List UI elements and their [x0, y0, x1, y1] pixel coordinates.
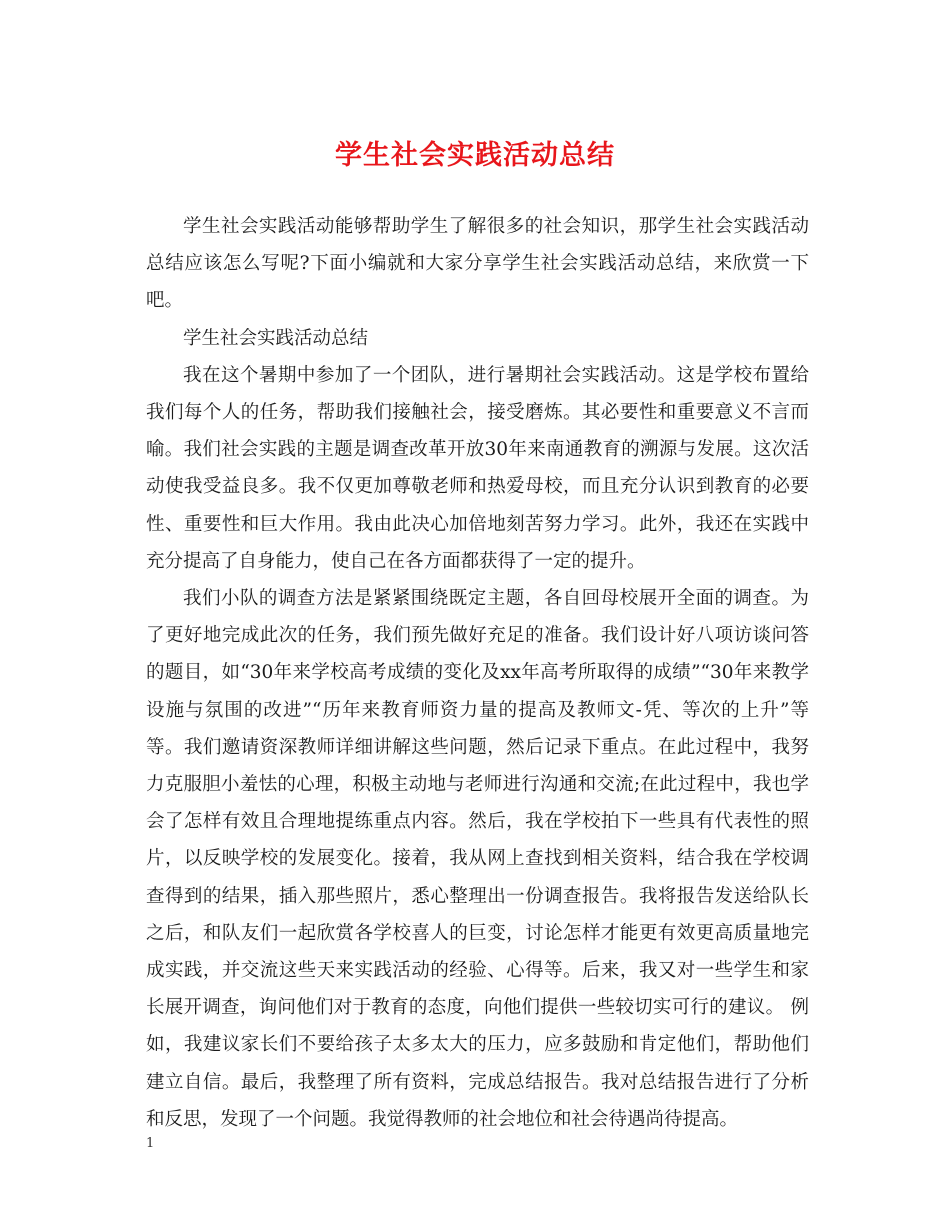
- section-heading: 学生社会实践活动总结: [183, 327, 369, 349]
- page-number: 1: [146, 1136, 155, 1151]
- body-paragraph-2: 我们小队的调查方法是紧紧围绕既定主题，各自回母校展开全面的调查。为了更好地完成此次的任务，我们预先做好充足的准备。我们设计好八项访谈问答的题目，如“30年来学校高考成绩的变化及xx年高考所取得的成绩”“30年来教学设施与氛围的改进”“历年来教育师资力量的提高及教师文-凭、等次的上升”等等。我们邀请资深教师详细讲解这些问题，然后记录下重点。在此过程中，我努力克服胆小羞怯的心理，积极主动地与老师进行沟通和交流;在此过程中，我也学会了怎样有效且合理地提练重点内容。然后，我在学校拍下一些具有代表性的照片，以反映学校的发展变化。接着，我从网上查找到相关资料，结合我在学校调查得到的结果，插入那些照片，悉心整理出一份调查报告。我将报告发送给队长之后，和队友们一起欣赏各学校喜人的巨变，讨论怎样才能更有效更高质量地完成实践，并交流这些天来实践活动的经验、心得等。后来，我又对一些学生和家长展开调查，询问他们对于教育的态度，向他们提供一些较切实可行的建议。 例如，我建议家长们不要给孩子太多太大的压力，应多鼓励和肯定他们，帮助他们建立自信。最后，我整理了所有资料，完成总结报告。我对总结报告进行了分析和反思，发现了一个问题。我觉得教师的社会地位和社会待遇尚待提高。: [146, 588, 809, 1130]
- document-title: 学生社会实践活动总结: [335, 140, 615, 171]
- body-paragraph-1: 我在这个暑期中参加了一个团队，进行暑期社会实践活动。这是学校布置给我们每个人的任务，帮助我们接触社会，接受磨炼。其必要性和重要意义不言而喻。我们社会实践的主题是调查改革开放30年来南通教育的溯源与发展。这次活动使我受益良多。我不仅更加尊敬老师和热爱母校，而且充分认识到教育的必要性、重要性和巨大作用。我由此决心加倍地刻苦努力学习。此外，我还在实践中充分提高了自身能力，使自己在各方面都获得了一定的提升。: [146, 364, 809, 572]
- intro-paragraph: 学生社会实践活动能够帮助学生了解很多的社会知识，那学生社会实践活动总结应该怎么写呢?下面小编就和大家分享学生社会实践活动总结，来欣赏一下吧。: [146, 216, 809, 312]
- document-body: [146, 208, 809, 1138]
